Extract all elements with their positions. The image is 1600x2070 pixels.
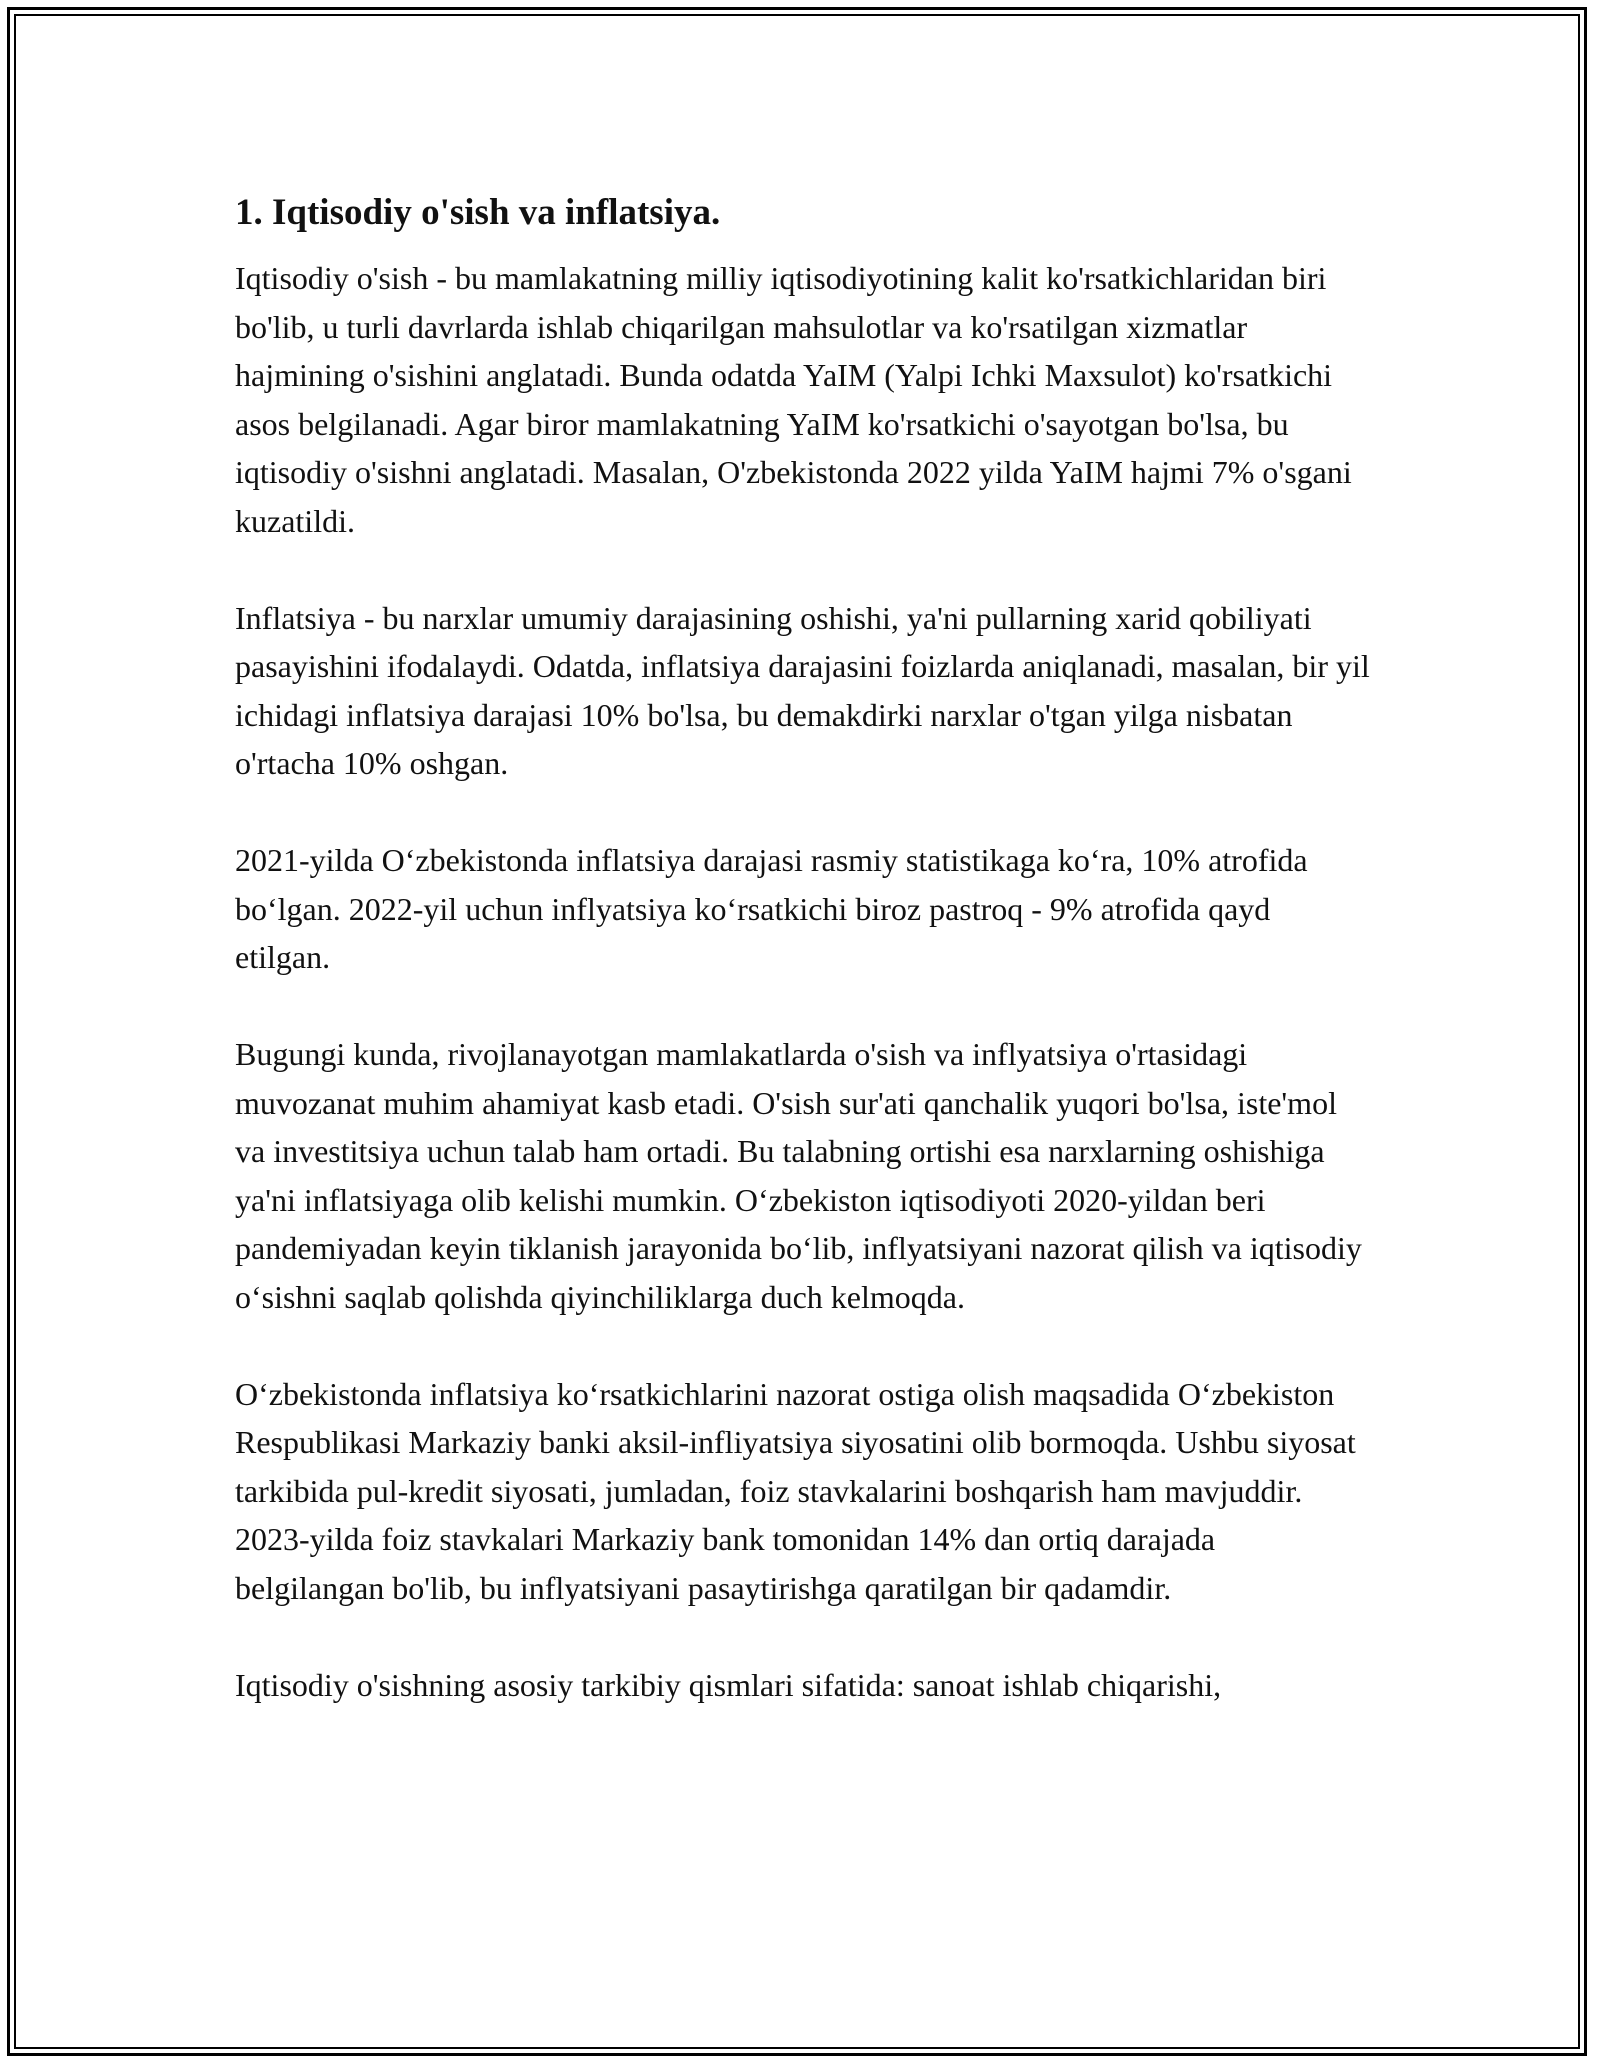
paragraph-growth-components: Iqtisodiy o'sishning asosiy tarkibiy qismlari sifatida: sanoat ishlab chiqarishi, <box>235 1666 1222 1703</box>
paragraph-central-bank-policy: O‘zbekistonda inflatsiya ko‘rsatkichlarini nazorat ostiga olish maqsadida O‘zbekiston Respublikasi Markaziy banki aksil-infliyatsiya siyosatini olib bormoqda. Ushbu siyosat tarkibida pul-kredit siyosati, jumladan, foiz stavkalarini boshqarish ham mavjuddir. 2023-yilda foiz stavkalari Markaziy bank tomonidan 14% dan ortiq darajada belgilangan bo'lib, bu inflyatsiyani pasaytirishga qaratilgan bir qadamdir. <box>235 1375 1356 1606</box>
paragraph-economic-growth: Iqtisodiy o'sish - bu mamlakatning milliy iqtisodiyotining kalit ko'rsatkichlaridan biri bo'lib, u turli davrlarda ishlab chiqarilgan mahsulotlar va ko'rsatilgan xizmatlar hajmining o'sishini anglatadi. Bunda odatda YaIM (Yalpi Ichki Maxsulot) ko'rsatkichi asos belgilanadi. Agar biror mamlakatning YaIM ko'rsatkichi o'sayotgan bo'lsa, bu iqtisodiy o'sishni anglatadi. Masalan, O'zbekistonda 2022 yilda YaIM hajmi 7% o'sgani kuzatildi. <box>235 260 1352 539</box>
document-body <box>235 188 1370 1709</box>
section-heading: 1. Iqtisodiy o'sish va inflatsiya. <box>235 192 721 233</box>
paragraph-inflation-statistics: 2021-yilda O‘zbekistonda inflatsiya darajasi rasmiy statistikaga ko‘ra, 10% atrofida bo‘lgan. 2022-yil uchun inflyatsiya ko‘rsatkichi biroz pastroq - 9% atrofida qayd etilgan. <box>235 842 1308 975</box>
paragraph-growth-inflation-balance: Bugungi kunda, rivojlanayotgan mamlakatlarda o'sish va inflyatsiya o'rtasidagi muvozanat muhim ahamiyat kasb etadi. O'sish sur'ati qanchalik yuqori bo'lsa, iste'mol va investitsiya uchun talab ham ortadi. Bu talabning ortishi esa narxlarning oshishiga ya'ni inflatsiyaga olib kelishi mumkin. O‘zbekiston iqtisodiyoti 2020-yildan beri pandemiyadan keyin tiklanish jarayonida bo‘lib, inflyatsiyani nazorat qilish va iqtisodiy o‘sishni saqlab qolishda qiyinchiliklarga duch kelmoqda. <box>235 1036 1362 1315</box>
paragraph-inflation-definition: Inflatsiya - bu narxlar umumiy darajasining oshishi, ya'ni pullarning xarid qobiliyati pasayishini ifodalaydi. Odatda, inflatsiya darajasini foizlarda aniqlanadi, masalan, bir yil ichidagi inflatsiya darajasi 10% bo'lsa, bu demakdirki narxlar o'tgan yilga nisbatan o'rtacha 10% oshgan. <box>235 599 1370 781</box>
